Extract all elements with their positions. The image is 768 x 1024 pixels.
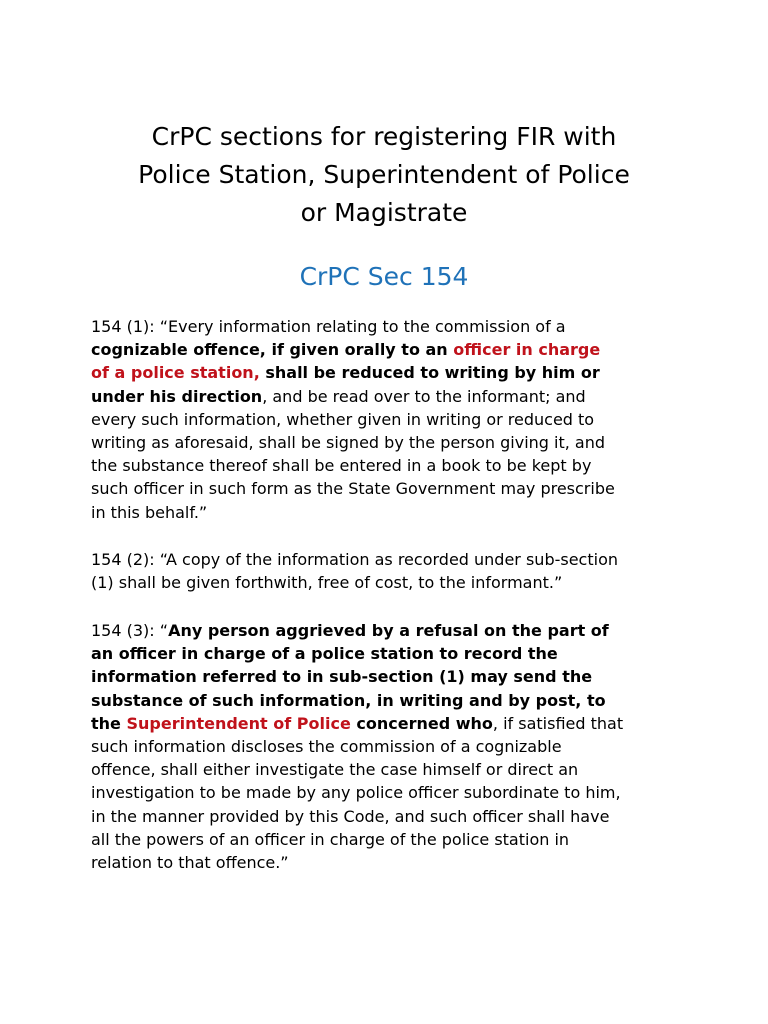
bold-text-run: shall be reduced to writing by him or bbox=[259, 363, 600, 383]
text-line bbox=[91, 385, 691, 408]
bold-text-run: Any person aggrieved by a refusal on the part of bbox=[168, 621, 609, 640]
text-run: 154 (1): “Every information relating to the commission of a bbox=[91, 317, 566, 336]
bold-text-run: the bbox=[91, 713, 127, 733]
highlight-text-run: officer in charge bbox=[453, 340, 601, 360]
highlight-text-run: of a police station, bbox=[91, 363, 260, 383]
text-run: , if satisfied that bbox=[492, 713, 624, 733]
paragraph-154-2 bbox=[91, 548, 691, 594]
text-line: an officer in charge of a police station to record the bbox=[91, 644, 558, 664]
text-line: such officer in such form as the State Government may prescribe bbox=[91, 479, 615, 499]
text-line bbox=[91, 338, 691, 361]
text-run: , and be read over to the informant; and bbox=[262, 386, 586, 406]
text-line bbox=[91, 361, 691, 384]
text-run: 154 (3): “ bbox=[91, 621, 169, 640]
text-line: (1) shall be given forthwith, free of cost, to the informant.” bbox=[91, 573, 563, 593]
text-line: such information discloses the commission of a cognizable bbox=[91, 737, 562, 757]
text-line: offence, shall either investigate the case himself or direct an bbox=[91, 760, 579, 780]
text-line: substance of such information, in writing and by post, to bbox=[91, 690, 606, 710]
text-line bbox=[91, 315, 691, 338]
title-line: Police Station, Superintendent of Police bbox=[138, 160, 630, 189]
paragraph-154-3 bbox=[91, 619, 691, 874]
title-line: CrPC sections for registering FIR with bbox=[151, 122, 617, 151]
text-line: information referred to in sub-section (1) may send the bbox=[91, 667, 593, 687]
document-title bbox=[60, 118, 708, 232]
bold-text-run: under his direction bbox=[91, 386, 263, 406]
bold-text-run: cognizable offence, if given orally to an bbox=[91, 340, 454, 360]
text-line bbox=[91, 712, 691, 735]
text-line: all the powers of an officer in charge of the police station in bbox=[91, 829, 570, 849]
text-line: 154 (2): “A copy of the information as recorded under sub-section bbox=[91, 550, 618, 569]
text-line: relation to that offence.” bbox=[91, 853, 289, 873]
text-line: writing as aforesaid, shall be signed by the person giving it, and bbox=[91, 433, 606, 453]
text-line: every such information, whether given in writing or reduced to bbox=[91, 409, 595, 429]
title-line: or Magistrate bbox=[300, 198, 468, 227]
highlight-text-run: Superintendent of Police bbox=[126, 713, 351, 733]
text-line: investigation to be made by any police officer subordinate to him, bbox=[91, 783, 621, 803]
text-line: in this behalf.” bbox=[91, 502, 208, 522]
section-heading: CrPC Sec 154 bbox=[299, 262, 469, 291]
bold-text-run: concerned who bbox=[350, 713, 493, 733]
text-line bbox=[91, 619, 691, 642]
paragraph-154-1 bbox=[91, 315, 691, 524]
text-line: the substance thereof shall be entered in a book to be kept by bbox=[91, 456, 592, 476]
text-line: in the manner provided by this Code, and such officer shall have bbox=[91, 806, 610, 826]
